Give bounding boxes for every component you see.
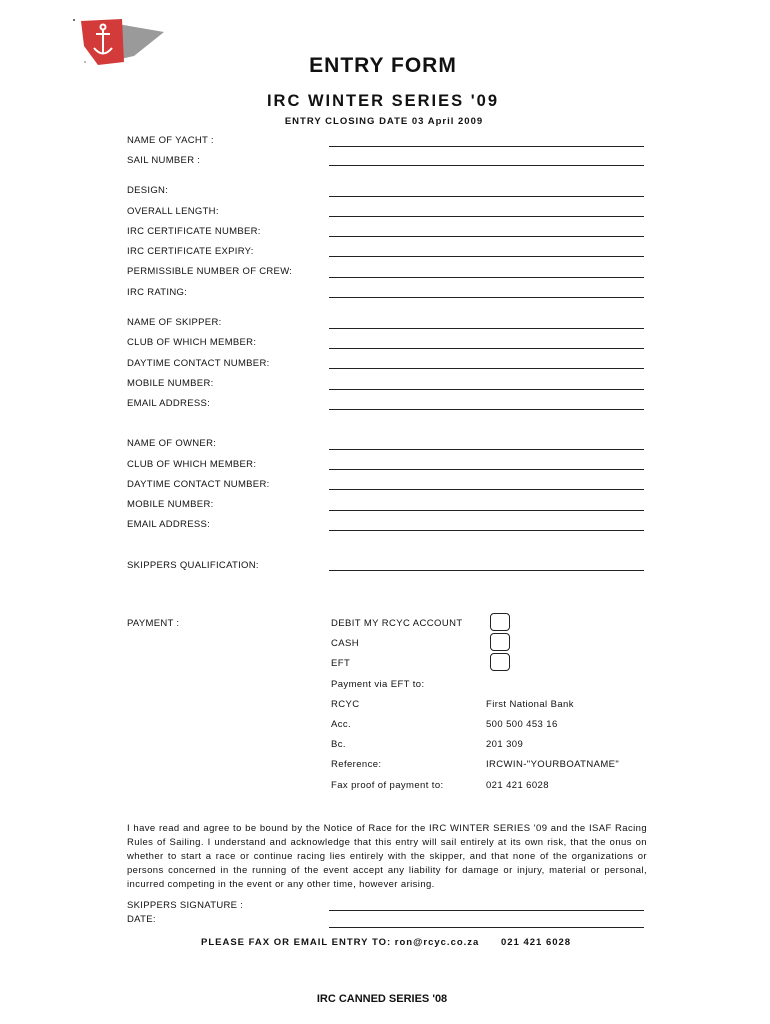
skipper-club-label: CLUB OF WHICH MEMBER: [127,337,257,348]
eft-detail-value: 500 500 453 16 [486,719,558,730]
skipper-email-field[interactable] [329,409,644,410]
closing-date: ENTRY CLOSING DATE 03 April 2009 [284,116,484,127]
fax-email-instruction [201,937,571,948]
overall-length-label: OVERALL LENGTH: [127,206,219,217]
eft-detail-key: Acc. [331,719,352,730]
skipper-daytime-field[interactable] [329,368,644,369]
crew-number-label: PERMISSIBLE NUMBER OF CREW: [127,266,293,277]
series-title: IRC WINTER SERIES '09 [266,92,500,110]
skipper-name-field[interactable] [329,328,644,329]
signature-field[interactable] [329,910,644,911]
skipper-email-label: EMAIL ADDRESS: [127,398,211,409]
irc-cert-number-label: IRC CERTIFICATE NUMBER: [127,226,261,237]
sail-number-field[interactable] [329,165,644,166]
design-label: DESIGN: [127,185,169,196]
qualification-label: SKIPPERS QUALIFICATION: [127,560,259,571]
fax-number: 021 421 6028 [500,937,572,948]
date-field[interactable] [329,927,644,928]
date-label: DATE: [127,914,156,925]
owner-daytime-label: DAYTIME CONTACT NUMBER: [127,479,270,490]
skipper-mobile-label: MOBILE NUMBER: [127,378,214,389]
owner-daytime-field[interactable] [329,489,644,490]
payment-option-eft: EFT [331,658,351,669]
payment-option-cash: CASH [331,638,359,649]
payment-option-debit: DEBIT MY RCYC ACCOUNT [331,618,463,629]
footer-series: IRC CANNED SERIES '08 [316,993,448,1005]
eft-detail-value: 201 309 [486,739,524,750]
eft-detail-key: Bc. [331,739,346,750]
fax-email-text: PLEASE FAX OR EMAIL ENTRY TO: ron@rcyc.co.za [201,937,480,948]
owner-club-field[interactable] [329,469,644,470]
eft-checkbox[interactable] [490,653,510,671]
page-title: ENTRY FORM [309,54,457,77]
owner-name-label: NAME OF OWNER: [127,438,217,449]
sail-number-label: SAIL NUMBER : [127,155,201,166]
owner-mobile-field[interactable] [329,510,644,511]
eft-detail-value: First National Bank [486,699,574,710]
payment-label: PAYMENT : [127,618,180,629]
crew-number-field[interactable] [329,277,644,278]
eft-detail-value: 021 421 6028 [486,780,549,791]
irc-rating-field[interactable] [329,297,644,298]
debit-checkbox[interactable] [490,613,510,631]
owner-email-field[interactable] [329,530,644,531]
owner-name-field[interactable] [329,449,644,450]
skipper-mobile-field[interactable] [329,389,644,390]
eft-detail-key: Reference: [331,759,382,770]
owner-email-label: EMAIL ADDRESS: [127,519,211,530]
irc-cert-number-field[interactable] [329,236,644,237]
irc-cert-expiry-field[interactable] [329,256,644,257]
irc-rating-label: IRC RATING: [127,287,188,298]
eft-heading: Payment via EFT to: [331,679,425,690]
skipper-daytime-label: DAYTIME CONTACT NUMBER: [127,358,270,369]
irc-cert-expiry-label: IRC CERTIFICATE EXPIRY: [127,246,254,257]
eft-detail-key: Fax proof of payment to: [331,780,444,791]
overall-length-field[interactable] [329,216,644,217]
signature-label: SKIPPERS SIGNATURE : [127,900,244,911]
skipper-club-field[interactable] [329,348,644,349]
eft-detail-value: IRCWIN-"YOURBOATNAME" [486,759,620,770]
qualification-field[interactable] [329,570,644,571]
yacht-name-label: NAME OF YACHT : [127,135,214,146]
declaration-text: I have read and agree to be bound by the Notice of Race for the IRC WINTER SERIES '09 and the ISAF Racing Rules of Sailing. I understand and acknowledge that this entry will sail entirely at its own risk, that the onus on whether to start a race or continue racing lies entirely with the skipper, and that none of the organizations or persons concerned in the running of the event accept any liability for damage or injury, material or personal, incurred competing in the event or any other time, however arising. [127,823,647,890]
design-field[interactable] [329,196,644,197]
owner-mobile-label: MOBILE NUMBER: [127,499,214,510]
cash-checkbox[interactable] [490,633,510,651]
yacht-name-field[interactable] [329,146,644,147]
owner-club-label: CLUB OF WHICH MEMBER: [127,459,257,470]
skipper-name-label: NAME OF SKIPPER: [127,317,222,328]
eft-detail-key: RCYC [331,699,360,710]
